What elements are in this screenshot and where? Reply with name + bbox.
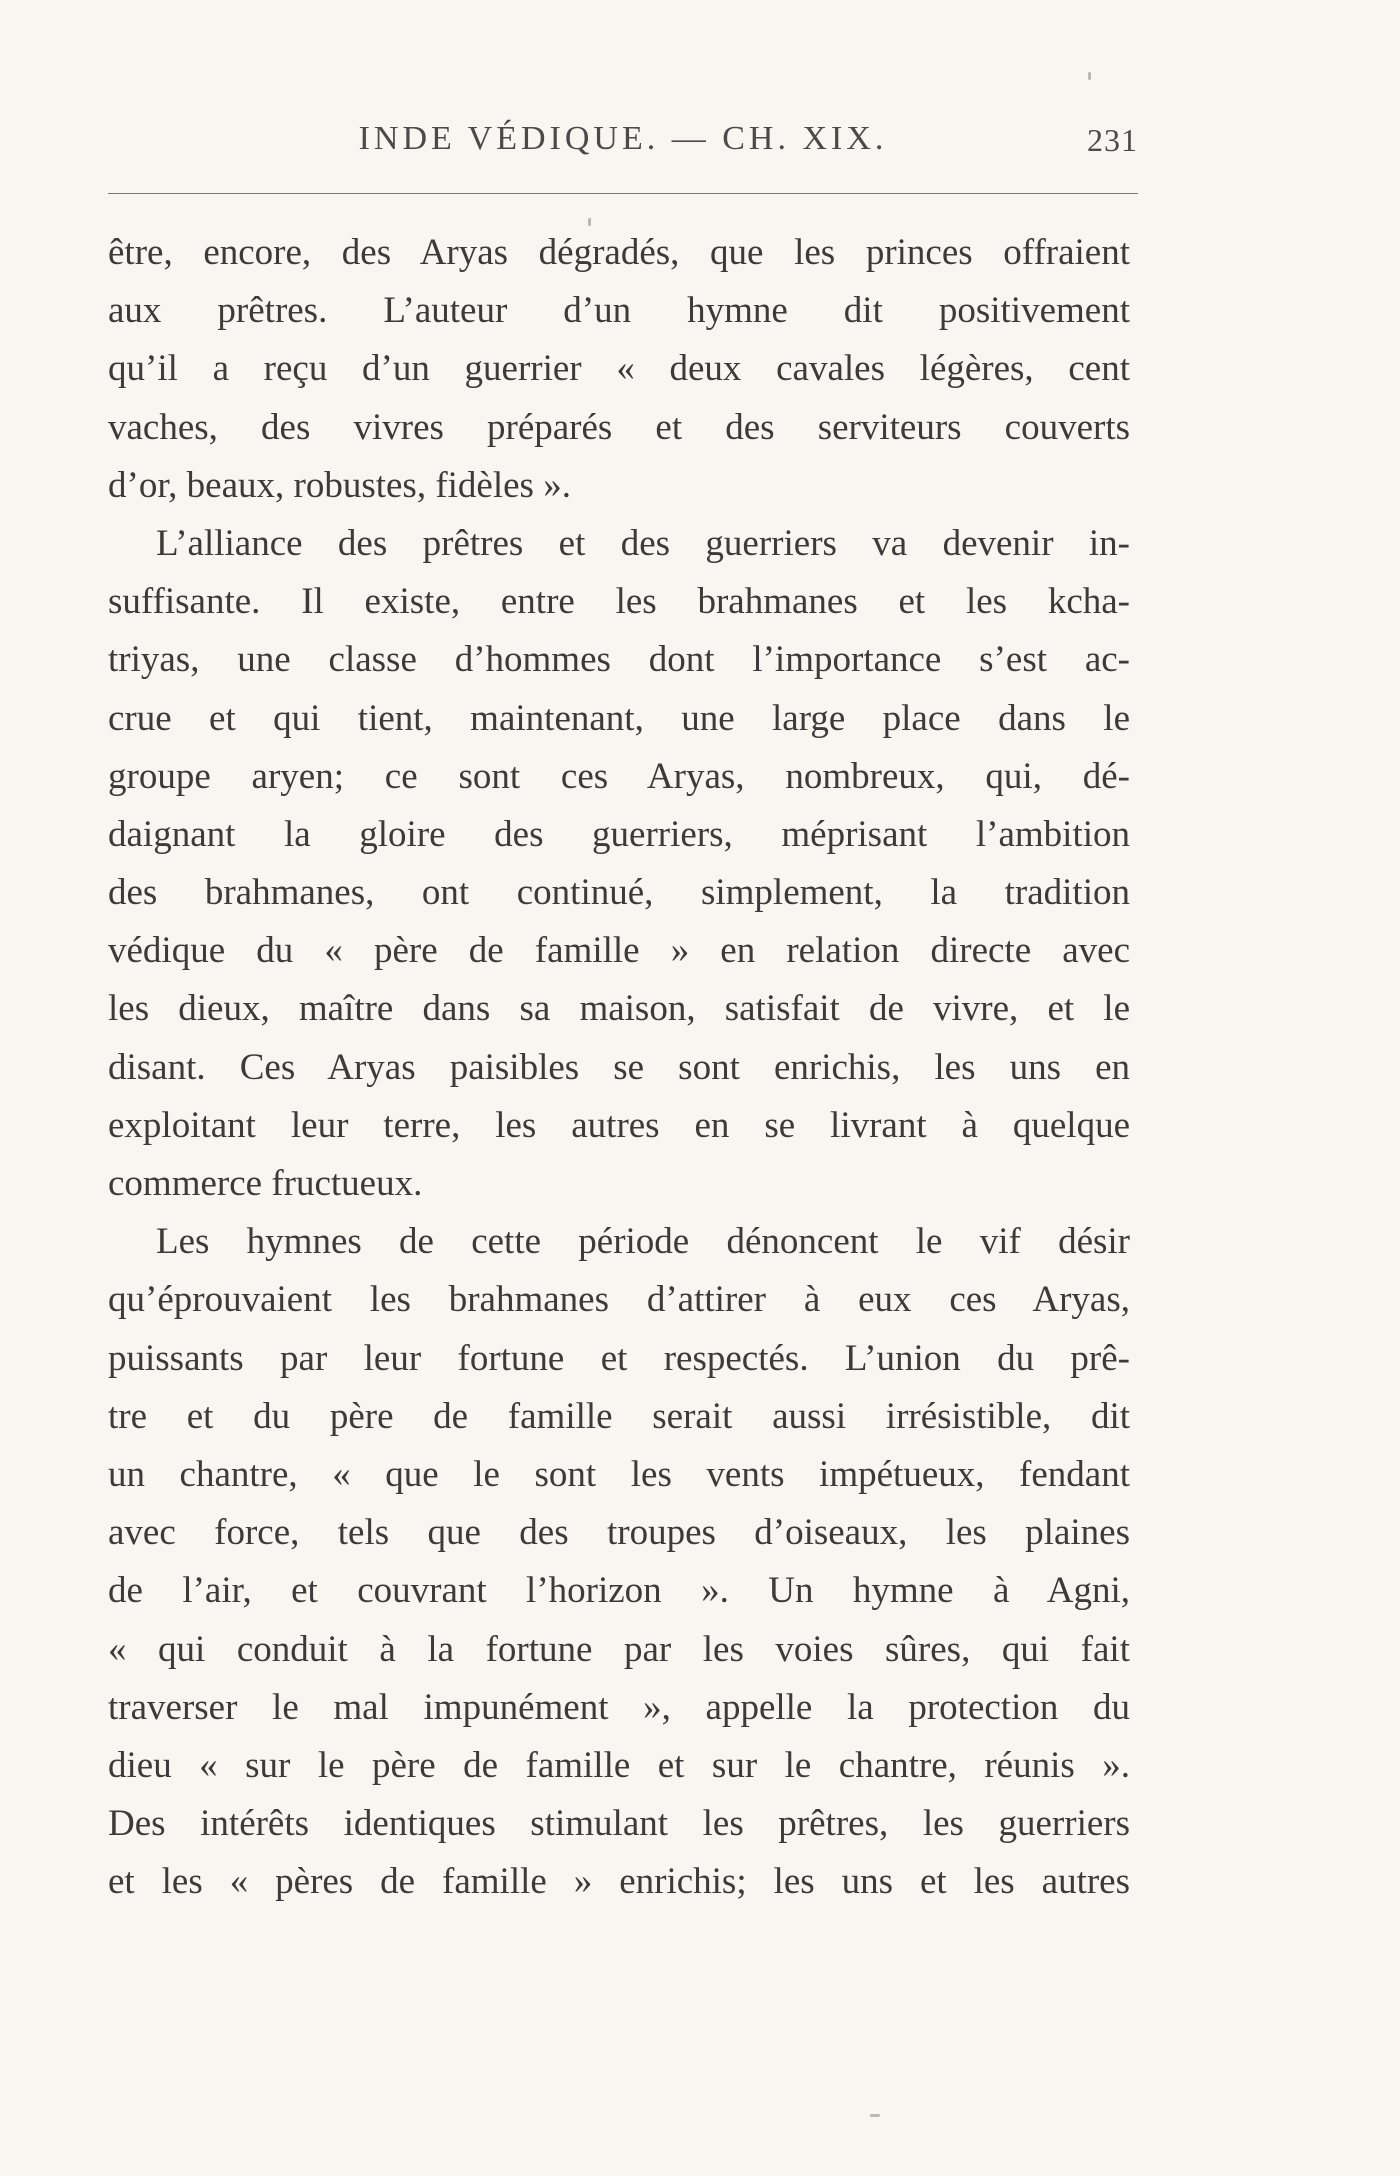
text-line: avec force, tels que des troupes d’oiseaux, les plaines xyxy=(108,1512,1130,1554)
text-line: védique du « père de famille » en relation directe avec xyxy=(108,930,1130,972)
text-line: qu’éprouvaient les brahmanes d’attirer à eux ces Aryas, xyxy=(108,1279,1130,1321)
text-line: commerce fructueux. xyxy=(108,1163,423,1204)
text-line: groupe aryen; ce sont ces Aryas, nombreux, qui, dé- xyxy=(108,755,1130,797)
text-line: tre et du père de famille serait aussi irrésistible, dit xyxy=(108,1395,1130,1437)
text-line: puissants par leur fortune et respectés. L’union du prê- xyxy=(108,1337,1130,1379)
running-head xyxy=(108,120,1138,164)
paper-speck xyxy=(870,2114,880,2117)
text-line: « qui conduit à la fortune par les voies sûres, qui fait xyxy=(108,1628,1130,1670)
text-line: Des intérêts identiques stimulant les prêtres, les guerriers xyxy=(108,1803,1130,1845)
text-line: et les « pères de famille » enrichis; les uns et les autres xyxy=(108,1861,1130,1903)
text-line: crue et qui tient, maintenant, une large place dans le xyxy=(108,697,1130,739)
header-rule xyxy=(108,193,1138,194)
text-line: traverser le mal impunément », appelle la protection du xyxy=(108,1686,1130,1728)
text-line: des brahmanes, ont continué, simplement, la tradition xyxy=(108,872,1130,914)
text-line: daignant la gloire des guerriers, méprisant l’ambition xyxy=(108,813,1130,855)
text-line: les dieux, maître dans sa maison, satisfait de vivre, et le xyxy=(108,988,1130,1030)
body-text xyxy=(108,224,1130,1911)
running-title: INDE VÉDIQUE. — CH. XIX. xyxy=(358,120,888,157)
page-number: 231 xyxy=(1087,122,1138,158)
paper-speck xyxy=(1088,72,1091,80)
paragraph-start-line: Les hymnes de cette période dénoncent le vif désir xyxy=(156,1221,1130,1263)
text-line: aux prêtres. L’auteur d’un hymne dit positivement xyxy=(108,290,1130,332)
text-line: vaches, des vivres préparés et des serviteurs couverts xyxy=(108,406,1130,448)
paragraph-start-line: L’alliance des prêtres et des guerriers va devenir in- xyxy=(156,522,1130,564)
text-line: suffisante. Il existe, entre les brahmanes et les kcha- xyxy=(108,581,1130,623)
text-line: exploitant leur terre, les autres en se livrant à quelque xyxy=(108,1104,1130,1146)
paper-speck xyxy=(588,218,591,226)
text-line: être, encore, des Aryas dégradés, que les princes offraient xyxy=(108,232,1130,273)
text-line: qu’il a reçu d’un guerrier « deux cavales légères, cent xyxy=(108,348,1130,390)
text-line: un chantre, « que le sont les vents impétueux, fendant xyxy=(108,1453,1130,1495)
text-line: triyas, une classe d’hommes dont l’importance s’est ac- xyxy=(108,639,1130,681)
text-line: disant. Ces Aryas paisibles se sont enrichis, les uns en xyxy=(108,1046,1130,1088)
text-line: d’or, beaux, robustes, fidèles ». xyxy=(108,464,571,506)
text-line: dieu « sur le père de famille et sur le chantre, réunis ». xyxy=(108,1744,1130,1786)
text-line: de l’air, et couvrant l’horizon ». Un hymne à Agni, xyxy=(108,1570,1130,1612)
